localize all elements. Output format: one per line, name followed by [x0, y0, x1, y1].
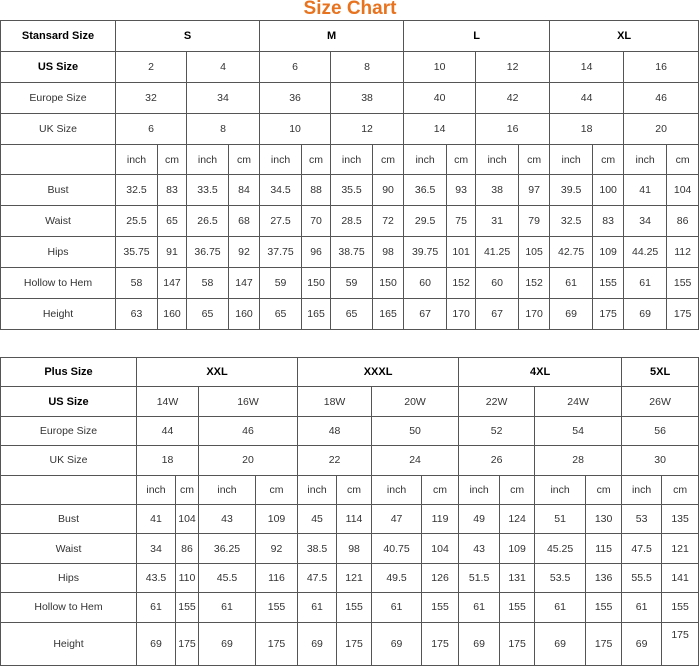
unit-row: [1, 475, 699, 504]
value-inch: 36.75: [187, 237, 229, 268]
plus-measurements: [1, 504, 699, 665]
value-inch: 38.5: [298, 534, 337, 563]
value-inch: 36.25: [199, 534, 256, 563]
us-size-cell: 18W: [298, 387, 372, 416]
value-inch: 61: [535, 593, 586, 622]
us-size-cell: 24W: [535, 387, 622, 416]
unit-cm: cm: [593, 144, 624, 175]
us-size-cell: 16: [624, 51, 699, 82]
value-inch: 69: [137, 622, 176, 665]
value-cm: 155: [667, 268, 699, 299]
value-cm: 83: [593, 206, 624, 237]
size-group-s: S: [116, 21, 260, 52]
uk-size-cell: 20: [624, 113, 699, 144]
value-inch: 61: [199, 593, 256, 622]
europe-size-cell: 34: [187, 82, 260, 113]
value-inch: 28.5: [331, 206, 373, 237]
value-inch: 45.5: [199, 563, 256, 592]
size-header-row: [1, 358, 699, 387]
unit-cm: cm: [500, 475, 535, 504]
uk-size-cell: 24: [372, 446, 459, 475]
us-size-cell: 14W: [137, 387, 199, 416]
us-size-cell: 8: [331, 51, 404, 82]
measurement-label: Height: [1, 622, 137, 665]
value-cm: 65: [158, 206, 187, 237]
value-inch: 40.75: [372, 534, 422, 563]
uk-size-cell: 26: [459, 446, 535, 475]
value-cm: 104: [422, 534, 459, 563]
us-size-cell: 4: [187, 51, 260, 82]
value-cm: 175: [593, 299, 624, 330]
uk-size-cell: 12: [331, 113, 404, 144]
value-cm: 175: [337, 622, 372, 665]
value-inch: 67: [476, 299, 519, 330]
value-cm: 68: [229, 206, 260, 237]
value-inch: 59: [260, 268, 302, 299]
uk-size-cell: 16: [476, 113, 550, 144]
us-size-cell: 20W: [372, 387, 459, 416]
value-cm: 136: [586, 563, 622, 592]
value-cm: 155: [500, 593, 535, 622]
measurement-row: [1, 534, 699, 563]
measurement-label: Waist: [1, 206, 116, 237]
value-inch: 69: [535, 622, 586, 665]
unit-inch: inch: [550, 144, 593, 175]
value-inch: 43: [459, 534, 500, 563]
value-cm: 175: [176, 622, 199, 665]
value-inch: 61: [622, 593, 662, 622]
europe-size-cell: 46: [199, 416, 298, 445]
uk-size-cell: 14: [404, 113, 476, 144]
unit-inch: inch: [298, 475, 337, 504]
size-group-4xl: 4XL: [459, 358, 622, 387]
unit-inch: inch: [372, 475, 422, 504]
value-cm: 88: [302, 175, 331, 206]
unit-cm: cm: [586, 475, 622, 504]
measurement-row: [1, 563, 699, 592]
uk-size-cell: 20: [199, 446, 298, 475]
unit-cm: cm: [229, 144, 260, 175]
unit-inch: inch: [535, 475, 586, 504]
plus-size-label: Plus Size: [1, 358, 137, 387]
value-inch: 32.5: [550, 206, 593, 237]
value-cm: 109: [256, 504, 298, 533]
europe-size-cell: 52: [459, 416, 535, 445]
value-inch: 34: [137, 534, 176, 563]
value-cm: 150: [373, 268, 404, 299]
value-cm: 105: [519, 237, 550, 268]
value-cm: 135: [662, 504, 699, 533]
measurement-row: [1, 206, 699, 237]
standard-measurements: [1, 175, 699, 329]
europe-size-cell: 56: [622, 416, 699, 445]
value-cm: 70: [302, 206, 331, 237]
unit-cm: cm: [176, 475, 199, 504]
uk-size-cell: 18: [137, 446, 199, 475]
us-size-cell: 6: [260, 51, 331, 82]
unit-inch: inch: [187, 144, 229, 175]
value-cm: 92: [256, 534, 298, 563]
value-inch: 49: [459, 504, 500, 533]
value-cm: 170: [447, 299, 476, 330]
value-cm: 126: [422, 563, 459, 592]
value-inch: 35.5: [331, 175, 373, 206]
europe-size-cell: 50: [372, 416, 459, 445]
uk-size-cell: 30: [622, 446, 699, 475]
value-inch: 33.5: [187, 175, 229, 206]
europe-size-cell: 42: [476, 82, 550, 113]
unit-inch: inch: [331, 144, 373, 175]
value-cm: 98: [337, 534, 372, 563]
value-inch: 47.5: [622, 534, 662, 563]
value-inch: 39.5: [550, 175, 593, 206]
measurement-label: Bust: [1, 504, 137, 533]
value-inch: 29.5: [404, 206, 447, 237]
value-inch: 32.5: [116, 175, 158, 206]
measurement-row: [1, 622, 699, 665]
value-cm: 79: [519, 206, 550, 237]
value-inch: 61: [372, 593, 422, 622]
measurement-row: [1, 593, 699, 622]
measurement-row: [1, 175, 699, 206]
value-cm: 175: [422, 622, 459, 665]
unit-cm: cm: [447, 144, 476, 175]
europe-size-cell: 40: [404, 82, 476, 113]
unit-inch: inch: [260, 144, 302, 175]
measurement-label: Hollow to Hem: [1, 268, 116, 299]
size-group-xl: XL: [550, 21, 699, 52]
unit-inch: inch: [116, 144, 158, 175]
value-inch: 43.5: [137, 563, 176, 592]
size-group-l: L: [404, 21, 550, 52]
value-cm: 155: [176, 593, 199, 622]
unit-cm: cm: [256, 475, 298, 504]
value-cm: 104: [176, 504, 199, 533]
uk-size-cell: 18: [550, 113, 624, 144]
value-inch: 60: [476, 268, 519, 299]
value-cm: 175: [500, 622, 535, 665]
value-inch: 59: [331, 268, 373, 299]
value-inch: 47: [372, 504, 422, 533]
value-inch: 41.25: [476, 237, 519, 268]
value-cm: 84: [229, 175, 260, 206]
value-inch: 58: [187, 268, 229, 299]
europe-size-cell: 54: [535, 416, 622, 445]
value-inch: 34: [624, 206, 667, 237]
measurement-label: Height: [1, 299, 116, 330]
value-inch: 45.25: [535, 534, 586, 563]
value-cm: 155: [422, 593, 459, 622]
us-size-cell: 12: [476, 51, 550, 82]
measurement-label: Waist: [1, 534, 137, 563]
unit-cm: cm: [667, 144, 699, 175]
uk-size-cell: 10: [260, 113, 331, 144]
value-inch: 65: [331, 299, 373, 330]
page-title: Size Chart: [303, 0, 397, 19]
unit-inch: inch: [199, 475, 256, 504]
value-inch: 38.75: [331, 237, 373, 268]
standard-size-table: [0, 20, 699, 330]
value-cm: 72: [373, 206, 404, 237]
value-inch: 25.5: [116, 206, 158, 237]
value-cm: 152: [519, 268, 550, 299]
unit-inch: inch: [459, 475, 500, 504]
value-cm: 90: [373, 175, 404, 206]
value-inch: 61: [550, 268, 593, 299]
value-cm: 109: [500, 534, 535, 563]
value-inch: 58: [116, 268, 158, 299]
uk-size-row: [1, 113, 699, 144]
europe-size-cell: 38: [331, 82, 404, 113]
value-inch: 55.5: [622, 563, 662, 592]
value-inch: 47.5: [298, 563, 337, 592]
value-cm: 150: [302, 268, 331, 299]
size-header-row: [1, 21, 699, 52]
value-inch: 26.5: [187, 206, 229, 237]
unit-inch: inch: [137, 475, 176, 504]
value-inch: 65: [260, 299, 302, 330]
value-inch: 41: [624, 175, 667, 206]
value-cm: 114: [337, 504, 372, 533]
value-cm: 147: [229, 268, 260, 299]
value-cm: 115: [586, 534, 622, 563]
unit-cm: cm: [662, 475, 699, 504]
value-inch: 61: [298, 593, 337, 622]
europe-size-cell: 36: [260, 82, 331, 113]
value-cm: 112: [667, 237, 699, 268]
us-size-cell: 2: [116, 51, 187, 82]
measurement-label: Bust: [1, 175, 116, 206]
europe-size-cell: 48: [298, 416, 372, 445]
value-cm: 92: [229, 237, 260, 268]
value-inch: 51.5: [459, 563, 500, 592]
value-inch: 65: [187, 299, 229, 330]
uk-size-cell: 22: [298, 446, 372, 475]
us-size-row: [1, 51, 699, 82]
unit-inch: inch: [404, 144, 447, 175]
value-cm: 141: [662, 563, 699, 592]
value-cm: 91: [158, 237, 187, 268]
size-group-5xl: 5XL: [622, 358, 699, 387]
us-size-cell: 16W: [199, 387, 298, 416]
unit-row-label: [1, 144, 116, 175]
value-cm: 155: [662, 593, 699, 622]
europe-size-row: [1, 416, 699, 445]
value-inch: 51: [535, 504, 586, 533]
europe-size-cell: 46: [624, 82, 699, 113]
value-cm: 116: [256, 563, 298, 592]
value-inch: 61: [137, 593, 176, 622]
value-cm: 155: [256, 593, 298, 622]
uk-size-cell: 28: [535, 446, 622, 475]
unit-cm: cm: [337, 475, 372, 504]
value-cm: 96: [302, 237, 331, 268]
value-cm: 93: [447, 175, 476, 206]
measurement-label: Hips: [1, 563, 137, 592]
value-inch: 38: [476, 175, 519, 206]
value-cm: 155: [337, 593, 372, 622]
value-cm: 86: [667, 206, 699, 237]
value-inch: 44.25: [624, 237, 667, 268]
unit-cm: cm: [158, 144, 187, 175]
value-cm: 155: [593, 268, 624, 299]
value-inch: 69: [372, 622, 422, 665]
value-cm: 86: [176, 534, 199, 563]
value-inch: 34.5: [260, 175, 302, 206]
measurement-row: [1, 299, 699, 330]
value-inch: 69: [622, 622, 662, 665]
uk-size-cell: 6: [116, 113, 187, 144]
value-cm: 165: [373, 299, 404, 330]
value-cm: 152: [447, 268, 476, 299]
value-inch: 69: [298, 622, 337, 665]
unit-cm: cm: [302, 144, 331, 175]
value-cm: 101: [447, 237, 476, 268]
value-cm: 155: [586, 593, 622, 622]
value-cm: 98: [373, 237, 404, 268]
value-cm: 175: [667, 299, 699, 330]
us-size-row: [1, 387, 699, 416]
value-cm: 100: [593, 175, 624, 206]
value-cm: 175: [586, 622, 622, 665]
value-inch: 69: [459, 622, 500, 665]
value-cm: 110: [176, 563, 199, 592]
uk-size-row: [1, 446, 699, 475]
value-cm: 175: [256, 622, 298, 665]
unit-cm: cm: [519, 144, 550, 175]
value-inch: 69: [199, 622, 256, 665]
value-inch: 43: [199, 504, 256, 533]
unit-inch: inch: [622, 475, 662, 504]
unit-inch: inch: [624, 144, 667, 175]
value-cm: 170: [519, 299, 550, 330]
value-inch: 61: [459, 593, 500, 622]
value-cm: 160: [158, 299, 187, 330]
value-inch: 42.75: [550, 237, 593, 268]
value-inch: 41: [137, 504, 176, 533]
value-cm: 124: [500, 504, 535, 533]
measurement-row: [1, 268, 699, 299]
us-size-cell: 14: [550, 51, 624, 82]
value-inch: 27.5: [260, 206, 302, 237]
uk-size-label: UK Size: [1, 446, 137, 475]
europe-size-row: [1, 82, 699, 113]
value-inch: 60: [404, 268, 447, 299]
value-inch: 63: [116, 299, 158, 330]
uk-size-cell: 8: [187, 113, 260, 144]
value-inch: 67: [404, 299, 447, 330]
value-cm: 75: [447, 206, 476, 237]
value-inch: 69: [624, 299, 667, 330]
unit-cm: cm: [422, 475, 459, 504]
size-group-xxxl: XXXL: [298, 358, 459, 387]
plus-size-table: [0, 357, 699, 666]
us-size-cell: 10: [404, 51, 476, 82]
value-inch: 45: [298, 504, 337, 533]
size-group-m: M: [260, 21, 404, 52]
value-inch: 39.75: [404, 237, 447, 268]
measurement-label: Hips: [1, 237, 116, 268]
us-size-cell: 26W: [622, 387, 699, 416]
unit-inch: inch: [476, 144, 519, 175]
value-inch: 69: [550, 299, 593, 330]
value-cm: 130: [586, 504, 622, 533]
value-cm: 121: [337, 563, 372, 592]
us-size-cell: 22W: [459, 387, 535, 416]
measurement-row: [1, 504, 699, 533]
value-cm: 121: [662, 534, 699, 563]
europe-size-cell: 44: [137, 416, 199, 445]
value-cm: 131: [500, 563, 535, 592]
europe-size-cell: 32: [116, 82, 187, 113]
value-cm: 165: [302, 299, 331, 330]
unit-row: [1, 144, 699, 175]
us-size-label: US Size: [1, 51, 116, 82]
value-inch: 61: [624, 268, 667, 299]
us-size-label: US Size: [1, 387, 137, 416]
uk-size-label: UK Size: [1, 113, 116, 144]
size-group-xxl: XXL: [137, 358, 298, 387]
europe-size-label: Europe Size: [1, 416, 137, 445]
value-inch: 31: [476, 206, 519, 237]
standard-size-label: Stansard Size: [1, 21, 116, 52]
value-inch: 49.5: [372, 563, 422, 592]
europe-size-label: Europe Size: [1, 82, 116, 113]
value-cm: 119: [422, 504, 459, 533]
value-cm: 175: [662, 622, 699, 665]
value-cm: 104: [667, 175, 699, 206]
value-inch: 35.75: [116, 237, 158, 268]
unit-row-label: [1, 475, 137, 504]
measurement-row: [1, 237, 699, 268]
value-inch: 37.75: [260, 237, 302, 268]
value-cm: 83: [158, 175, 187, 206]
value-inch: 53: [622, 504, 662, 533]
value-inch: 53.5: [535, 563, 586, 592]
value-cm: 109: [593, 237, 624, 268]
measurement-label: Hollow to Hem: [1, 593, 137, 622]
value-cm: 147: [158, 268, 187, 299]
value-cm: 160: [229, 299, 260, 330]
unit-cm: cm: [373, 144, 404, 175]
value-inch: 36.5: [404, 175, 447, 206]
value-cm: 97: [519, 175, 550, 206]
europe-size-cell: 44: [550, 82, 624, 113]
